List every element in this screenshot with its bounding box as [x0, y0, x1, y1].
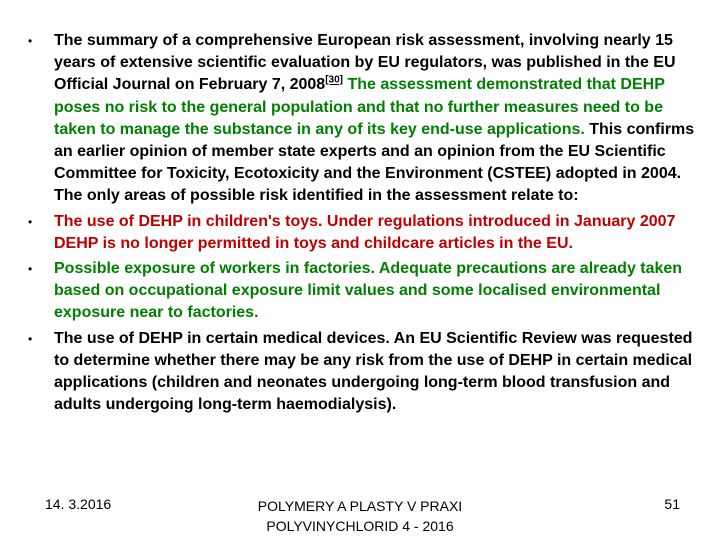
bullet-item-medical — [25, 328, 695, 417]
footer-title — [220, 496, 500, 536]
text-segment-highlight: Possible exposure of workers in factories. Adequate precautions are already taken based on occupational exposure limit values and some localised environmental exposure near to factories. — [54, 260, 683, 322]
bullet-icon: • — [28, 214, 33, 229]
bullet-list — [25, 30, 695, 416]
text-segment: The summary of a comprehensive European risk assessment, involving nearly 15 years of extensive scientific evaluation by EU regulators, was published in the EU Official Journal on February 7, 2008 — [54, 32, 676, 94]
bullet-icon: • — [28, 331, 33, 346]
bullet-item-workers — [25, 258, 695, 325]
footer-page-number: 51 — [664, 496, 680, 512]
text-segment-highlight: The assessment demonstrated that DEHP poses no risk to the general population and that no further measures need to be taken to manage the substance in any of its key end-use applications. — [54, 76, 665, 138]
bullet-item-eu-assessment — [25, 30, 695, 208]
citation-link[interactable]: [30] — [325, 75, 343, 87]
text-segment: Under regulations introduced in January 2007 DEHP is no longer permitted in toys and childcare articles in the EU. — [54, 212, 676, 252]
footer-date: 14. 3.2016 — [45, 496, 112, 512]
footer-title-line2: POLYVINYCHLORID 4 - 2016 — [266, 518, 454, 534]
text-segment: This confirms an earlier opinion of member state experts and an opinion from the EU Scientific Committee for Toxicity, Ecotoxicity and the Environment (CSTEE) adopted in 2004. The only areas of possible risk identified in the assessment relate to: — [54, 120, 695, 205]
text-segment-highlight: The use of DEHP in children's toys. — [54, 212, 323, 230]
footer-title-line1: POLYMERY A PLASTY V PRAXI — [257, 498, 463, 514]
bullet-icon: • — [28, 262, 33, 277]
text-segment: The use of DEHP in certain medical devices. An EU Scientific Review was requested to determine whether there may be any risk from the use of DEHP in certain medical applications (children and neonates undergoing long-term blood transfusion and adults undergoing long-term haemodialysis). — [54, 329, 693, 414]
bullet-icon: • — [28, 34, 33, 48]
bullet-item-toys — [25, 211, 695, 255]
